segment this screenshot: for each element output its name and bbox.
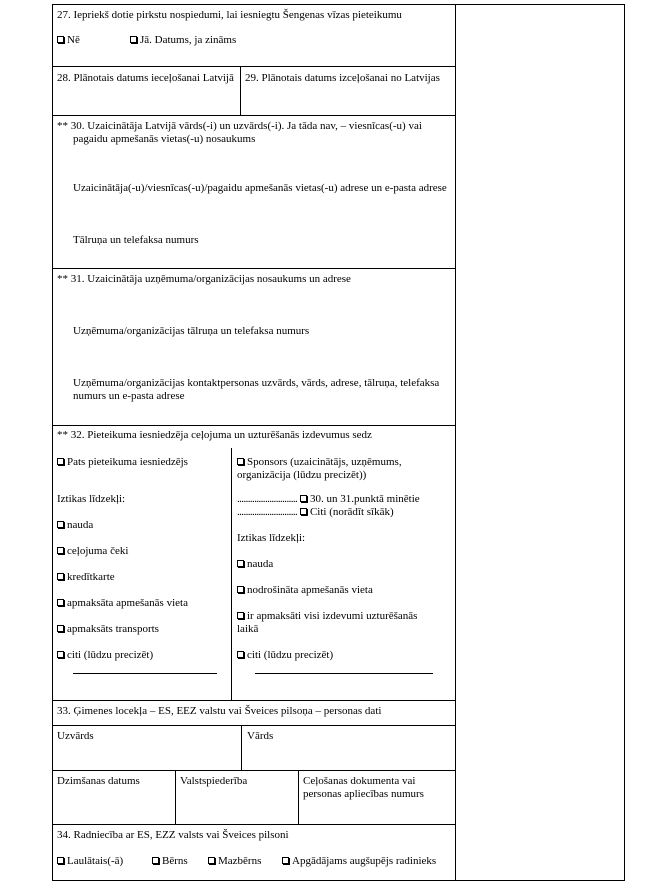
sponsor-option-30-31[interactable]: ............................ 30. un 31.punktā minētie bbox=[237, 493, 420, 505]
checkbox-icon bbox=[300, 495, 307, 502]
checkbox-icon bbox=[130, 36, 137, 43]
section-34-title: 34. Radniecība ar ES, EZZ valsts vai Šveices pilsoni bbox=[57, 829, 289, 841]
company-contact-field[interactable] bbox=[56, 405, 451, 423]
checkbox-icon bbox=[57, 521, 64, 528]
host-address-field[interactable] bbox=[56, 196, 451, 226]
sponsor-option-other[interactable]: ............................ Citi (norādīt sīkāk) bbox=[237, 506, 394, 518]
right-means-label: Iztikas līdzekļi: bbox=[237, 532, 306, 544]
checkbox-self-applicant[interactable]: Pats pieteikuma iesniedzējs bbox=[57, 456, 188, 469]
checkbox-no[interactable]: Nē bbox=[57, 34, 80, 47]
checkbox-left-credit-card[interactable]: kredītkarte bbox=[57, 571, 115, 584]
checkbox-icon bbox=[57, 599, 64, 606]
host-address-label: Uzaicinātāja(-u)/viesnīcas(-u)/pagaidu apmešanās vietas(-u) adrese un e-pasta adrese bbox=[73, 182, 447, 194]
family-surname-field[interactable] bbox=[56, 744, 236, 768]
section-27-title: 27. Iepriekš dotie pirkstu nospiedumi, lai iesniegtu Šengenas vīzas pieteikumu bbox=[57, 9, 402, 21]
family-dob-field[interactable] bbox=[56, 790, 171, 820]
section-30-title: ** 30. Uzaicinātāja Latvijā vārds(-i) un uzvārds(-i). Ja tāda nav, – viesnīcas(-u) vai bbox=[57, 120, 422, 132]
entry-date-field[interactable] bbox=[56, 86, 236, 112]
section-29-title: 29. Plānotais datums izceļošanai no Latvijas bbox=[245, 72, 440, 84]
section-30-title-cont: pagaidu apmešanās vietas(-u) nosaukums bbox=[73, 133, 256, 145]
checkbox-left-other[interactable]: citi (lūdzu precizēt) bbox=[57, 649, 153, 662]
family-document-label-cont: personas apliecības numurs bbox=[303, 788, 424, 800]
all-expenses-label-cont: laikā bbox=[237, 623, 259, 635]
family-name-field[interactable] bbox=[246, 744, 451, 768]
checkbox-left-cash[interactable]: nauda bbox=[57, 519, 93, 532]
checkbox-icon bbox=[282, 857, 289, 864]
checkbox-icon bbox=[57, 651, 64, 658]
family-document-label: Ceļošanas dokumenta vai bbox=[303, 775, 416, 787]
section-32-title: ** 32. Pieteikuma iesniedzēja ceļojuma un uzturēšanās izdevumus sedz bbox=[57, 429, 372, 441]
right-other-specify-line[interactable] bbox=[255, 673, 433, 674]
left-means-label: Iztikas līdzekļi: bbox=[57, 493, 126, 505]
checkbox-icon bbox=[300, 508, 307, 515]
checkbox-icon bbox=[57, 857, 64, 864]
checkbox-right-all-expenses[interactable]: ir apmaksāti visi izdevumi uzturēšanās bbox=[237, 610, 417, 623]
sponsor-label-cont: organizācija (lūdzu precizēt)) bbox=[237, 469, 367, 481]
exit-date-field[interactable] bbox=[245, 86, 450, 112]
section-33-title: 33. Ģimenes locekļa – ES, EEZ valstu vai Šveices pilsoņa – personas dati bbox=[57, 705, 382, 717]
section-28-title: 28. Plānotais datums ieceļošanai Latvijā bbox=[57, 72, 234, 84]
checkbox-spouse[interactable]: Laulātais(-ā) bbox=[57, 855, 123, 868]
checkbox-icon bbox=[208, 857, 215, 864]
checkbox-icon bbox=[57, 36, 64, 43]
sponsor-dots: ............................ bbox=[237, 493, 298, 505]
checkbox-icon bbox=[57, 458, 64, 465]
host-phone-label: Tālruņa un telefaksa numurs bbox=[73, 234, 199, 246]
left-other-specify-line[interactable] bbox=[73, 673, 217, 674]
family-document-field[interactable] bbox=[302, 802, 452, 822]
checkbox-grandchild[interactable]: Mazbērns bbox=[208, 855, 261, 868]
checkbox-right-cash[interactable]: nauda bbox=[237, 558, 273, 571]
company-name-field[interactable] bbox=[56, 288, 451, 318]
family-nationality-label: Valstspiederība bbox=[180, 775, 248, 787]
checkbox-icon bbox=[152, 857, 159, 864]
company-phone-field[interactable] bbox=[56, 340, 451, 370]
host-phone-field[interactable] bbox=[56, 248, 451, 266]
checkbox-icon bbox=[57, 573, 64, 580]
company-contact-label: Uzņēmuma/organizācijas kontaktpersonas uzvārds, vārds, adrese, tālruņa, telefaksa bbox=[73, 377, 440, 389]
official-use-column bbox=[456, 5, 624, 880]
host-name-field[interactable] bbox=[56, 148, 451, 178]
checkbox-icon bbox=[237, 612, 244, 619]
checkbox-left-prepaid-accommodation[interactable]: apmaksāta apmešanās vieta bbox=[57, 597, 188, 610]
checkbox-sponsor[interactable]: Sponsors (uzaicinātājs, uzņēmums, bbox=[237, 456, 402, 469]
checkbox-icon bbox=[57, 625, 64, 632]
family-dob-label: Dzimšanas datums bbox=[57, 775, 140, 787]
checkbox-icon bbox=[237, 651, 244, 658]
checkbox-icon bbox=[237, 586, 244, 593]
family-surname-label: Uzvārds bbox=[57, 730, 94, 742]
family-name-label: Vārds bbox=[247, 730, 274, 742]
checkbox-right-accommodation[interactable]: nodrošināta apmešanās vieta bbox=[237, 584, 373, 597]
company-contact-label-cont: numurs un e-pasta adrese bbox=[73, 390, 185, 402]
checkbox-left-travellers-cheques[interactable]: ceļojuma čeki bbox=[57, 545, 128, 558]
checkbox-right-other[interactable]: citi (lūdzu precizēt) bbox=[237, 649, 333, 662]
checkbox-icon bbox=[237, 458, 244, 465]
company-phone-label: Uzņēmuma/organizācijas tālruņa un telefaksa numurs bbox=[73, 325, 310, 337]
checkbox-icon bbox=[57, 547, 64, 554]
checkbox-icon bbox=[237, 560, 244, 567]
checkbox-yes-date[interactable]: Jā. Datums, ja zināms bbox=[130, 34, 236, 47]
checkbox-dependent-ascendant[interactable]: Apgādājams augšupējs radinieks bbox=[282, 855, 436, 868]
checkbox-child[interactable]: Bērns bbox=[152, 855, 188, 868]
checkbox-left-prepaid-transport[interactable]: apmaksāts transports bbox=[57, 623, 159, 636]
family-nationality-field[interactable] bbox=[179, 790, 294, 820]
section-31-title: ** 31. Uzaicinātāja uzņēmuma/organizācijas nosaukums un adrese bbox=[57, 273, 351, 285]
sponsor-dots: ............................ bbox=[237, 506, 298, 518]
